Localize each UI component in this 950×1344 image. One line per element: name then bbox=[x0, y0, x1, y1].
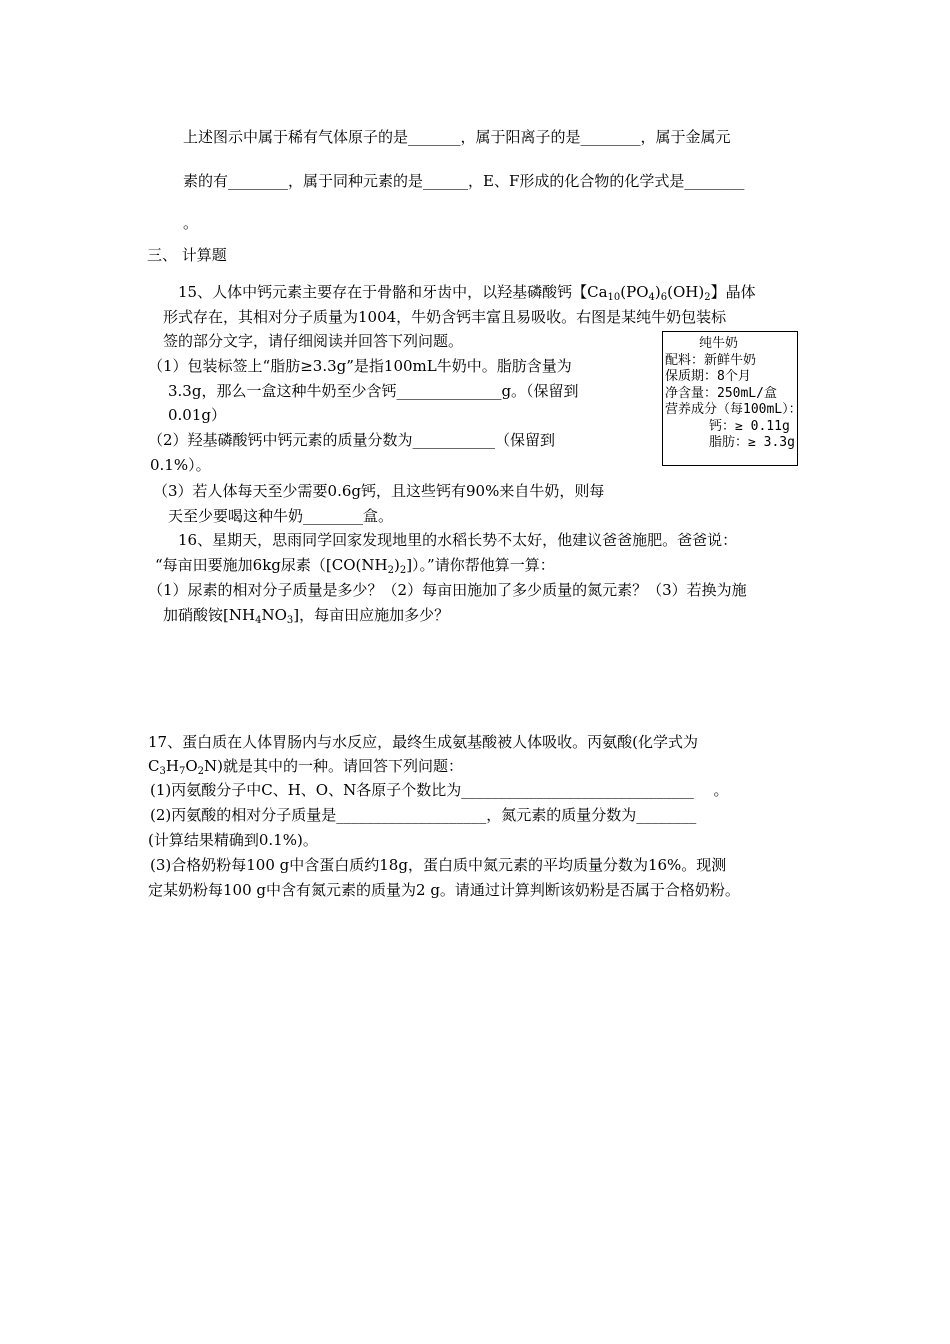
milk-label-calcium: 钙：≥ 0.11g bbox=[709, 418, 790, 434]
q15-line1: 15、人体中钙元素主要存在于骨骼和牙齿中，以羟基磷酸钙【$Ca_{10}(PO_4)_6(OH)_2$】晶体 bbox=[178, 283, 756, 303]
q17-part2-line1: (2)丙氨酸的相对分子质量是____________________，氮元素的质量分数为________ bbox=[150, 806, 697, 824]
q15-part3-line1: （3）若人体每天至少需要0.6g钙，且这些钙有90%来自牛奶，则每 bbox=[153, 482, 605, 500]
q15-part3-line2: 天至少要喝这种牛奶________盒。 bbox=[168, 507, 394, 525]
q15-line2: 形式存在，其相对分子质量为1004，牛奶含钙丰富且易吸收。右图是某纯牛奶包装标 bbox=[163, 308, 727, 326]
milk-label-box bbox=[662, 331, 802, 466]
q15-part2-line2: 0.1%）。 bbox=[150, 456, 211, 474]
milk-label-shelf-life: 保质期：8个月 bbox=[665, 369, 751, 384]
q15-part1-line1: （1）包装标签上“脂肪≥3.3g”是指100mL牛奶中。脂肪含量为 bbox=[148, 357, 572, 375]
q17-part1: (1)丙氨酸分子中C、H、O、N各原子个数比为_______________________________ 。 bbox=[150, 781, 729, 799]
milk-label-title: 纯牛奶 bbox=[699, 336, 739, 351]
q16-line2: “每亩田要施加6kg尿素$([CO(NH_2)_2])$。”请你帮他算一算： bbox=[155, 556, 555, 576]
q17-part2-line2: (计算结果精确到0.1%)。 bbox=[148, 831, 318, 849]
q15-part2-line1: （2）羟基磷酸钙中钙元素的质量分数为___________（保留到 bbox=[148, 431, 556, 449]
q17-line2: $C_3H_7O_2N$)就是其中的一种。请回答下列问题： bbox=[148, 757, 463, 777]
milk-label-net-content: 净含量：250mL/盒 bbox=[665, 385, 777, 401]
q-prev-line2: 素的有________，属于同种元素的是______，E、F形成的化合物的化学式是________ bbox=[183, 172, 745, 190]
milk-label-fat: 脂肪：≥ 3.3g bbox=[709, 435, 795, 450]
q15-part1-line2: 3.3g，那么一盒这种牛奶至少含钙______________g。（保留到 bbox=[168, 382, 579, 400]
milk-label-nutrition: 营养成分（每100mL）： bbox=[665, 402, 802, 417]
q-prev-line3: 。 bbox=[183, 214, 199, 232]
q16-line4: 加硝酸铵$[NH_4NO_3]$，每亩田应施加多少？ bbox=[163, 606, 450, 626]
q15-part1-line3: 0.01g） bbox=[168, 406, 227, 424]
q15-line3: 签的部分文字，请仔细阅读并回答下列问题。 bbox=[163, 332, 464, 350]
q16-line1: 16、星期天，思雨同学回家发现地里的水稻长势不太好，他建议爸爸施肥。爸爸说： bbox=[178, 531, 738, 549]
q16-line3: （1）尿素的相对分子质量是多少？（2）每亩田施加了多少质量的氮元素？（3）若换为施 bbox=[148, 581, 747, 599]
section-heading: 三、 计算题 bbox=[147, 246, 227, 264]
q17-part3-line1: (3)合格奶粉每100 g中含蛋白质约18g，蛋白质中氮元素的平均质量分数为16%。现测 bbox=[150, 856, 727, 874]
q-prev-line1: 上述图示中属于稀有气体原子的是_______，属于阳离子的是________，属于金属元 bbox=[183, 128, 731, 146]
q17-line1: 17、蛋白质在人体胃肠内与水反应，最终生成氨基酸被人体吸收。丙氨酸(化学式为 bbox=[148, 733, 698, 751]
q17-part3-line2: 定某奶粉每100 g中含有氮元素的质量为2 g。请通过计算判断该奶粉是否属于合格奶粉。 bbox=[148, 881, 740, 899]
milk-label-ingredients: 配料：新鲜牛奶 bbox=[665, 352, 757, 368]
